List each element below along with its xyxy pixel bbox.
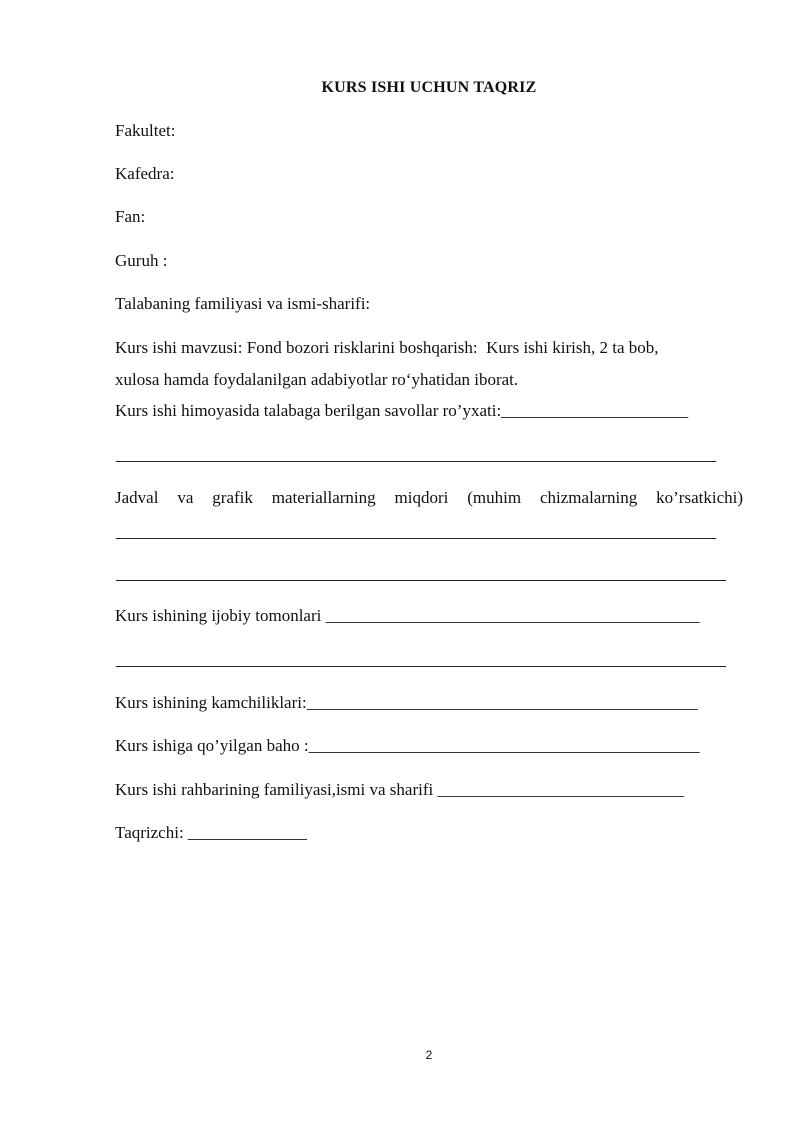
- positive-blank-line: [116, 666, 726, 667]
- positive-aspects-label: Kurs ishining ijobiy tomonlari ____________________________________________: [115, 606, 700, 625]
- tables-blank-line-1: [116, 538, 716, 539]
- shortcomings-label: Kurs ishining kamchiliklari:______________________________________________: [115, 693, 698, 712]
- faculty-label: Fakultet:: [115, 121, 176, 140]
- supervisor-label: Kurs ishi rahbarining familiyasi,ismi va sharifi _____________________________: [115, 780, 684, 799]
- tables-graphics-label: Jadval va grafik materiallarning miqdori (muhim chizmalarning ko’rsatkichi): [115, 488, 743, 507]
- department-label: Kafedra:: [115, 164, 175, 183]
- topic-line-2: xulosa hamda foydalanilgan adabiyotlar ro‘yhatidan iborat.: [115, 370, 519, 389]
- reviewer-label: Taqrizchi: ______________: [115, 823, 307, 842]
- grade-label: Kurs ishiga qo’yilgan baho :______________________________________________: [115, 736, 700, 755]
- page-number: 2: [425, 1048, 433, 1062]
- subject-label: Fan:: [115, 207, 146, 226]
- document-title: KURS ISHI UCHUN TAQRIZ: [321, 79, 537, 96]
- questions-label: Kurs ishi himoyasida talabaga berilgan savollar ro’yxati:______________________: [115, 401, 689, 420]
- tables-blank-line-2: [116, 580, 726, 581]
- topic-line-1: Kurs ishi mavzusi: Fond bozori risklarini boshqarish: Kurs ishi kirish, 2 ta bob,: [115, 338, 659, 357]
- questions-blank-line: [116, 461, 716, 462]
- group-label: Guruh :: [115, 251, 168, 270]
- student-name-label: Talabaning familiyasi va ismi-sharifi:: [115, 294, 371, 313]
